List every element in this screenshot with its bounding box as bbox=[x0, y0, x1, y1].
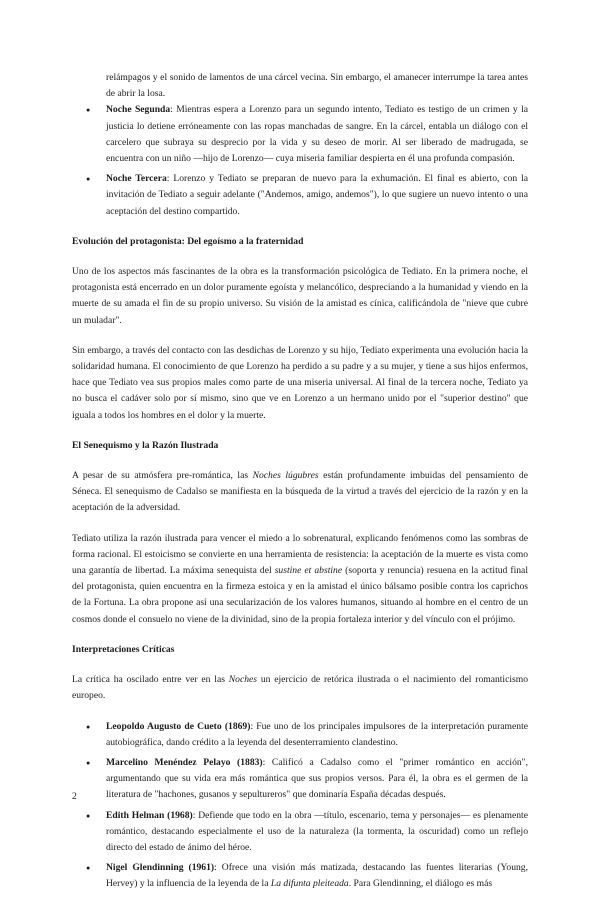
night-3-text: : Lorenzo y Tediato se preparan de nuevo para la exhumación. El final es abierto, con la invitación de Tediato a seguir adelante ("Andemos, amigo, andemos"), lo que sugiere un nuevo intento o una aceptación del destino compartido. bbox=[106, 173, 529, 217]
page-content bbox=[72, 70, 528, 907]
continuation-text: relámpagos y el sonido de lamentos de una cárcel vecina. Sin embargo, el amanecer interrumpe la tarea antes de abrir la losa. bbox=[106, 72, 528, 100]
paragraph: La crítica ha oscilado entre ver en las Noches un ejercicio de retórica ilustrada o el nacimiento del romanticismo europeo. bbox=[72, 674, 528, 702]
critics-list bbox=[72, 719, 528, 893]
paragraph: Sin embargo, a través del contacto con las desdichas de Lorenzo y su hijo, Tediato experimenta una evolución hacia la solidaridad humana. El conocimiento de que Lorenzo ha perdido a su padre y a su mujer, y tiene a sus hijos enfermos, hace que Tediato vea sus propios males como parte de una miseria universal. Al final de la tercera noche, Tediato ya no busca el cadáver solo por sí mismo, sino que ve en Lorenzo a un hermano unido por el "superior destino" que iguala a todos los hombres en el dolor y la muerte. bbox=[72, 344, 528, 421]
critic-name: Nigel Glendinning (1961) bbox=[106, 862, 215, 874]
critic-name: Marcelino Menéndez Pelayo (1883) bbox=[106, 756, 263, 768]
critic-text: : Calificó a Cadalso como el "primer romántico en acción", argumentando que su vida era más romántica que sus propios versos. Para él, la obra es el germen de la literatura de "hachones, gusanos y sepultureros" que dominaría España décadas después. bbox=[106, 756, 528, 801]
section-heading-senequismo: El Senequismo y la Razón Ilustrada bbox=[72, 439, 219, 451]
night-3-label: Noche Tercera bbox=[106, 173, 167, 185]
critic-text: : Defiende que todo en la obra —título, escenario, tema y personajes— es plenamente romántico, destacando especialmente el uso de la naturaleza (la tormenta, la oscuridad) como un reflejo directo del estado de ánimo del héroe. bbox=[106, 809, 528, 853]
list-item: ● Nigel Glendinning (1961): Ofrece una visión más matizada, destacando las fuentes literarias (Young, Hervey) y la influencia de la leyenda de la La difunta pleiteada. Para Glendinning, el diálogo es más bbox=[72, 860, 528, 892]
list-item bbox=[72, 808, 528, 857]
critic-text: : Fue uno de los principales impulsores de la interpretación puramente autobiográfica, dando crédito a la leyenda del desenterramiento clandestino. bbox=[106, 720, 528, 748]
list-item bbox=[72, 719, 528, 751]
paragraph: Tediato utiliza la razón ilustrada para vencer el miedo a lo sobrenatural, explicando fenómenos como las sombras de forma racional. El estoicismo se convierte en una herramienta de resistencia: la aceptación de la muerte es vista como una garantía de libertad. La máxima senequista del sustine et abstine (soporta y renuncia) resuena en la actitud final del protagonista, quien encuentra en la firmeza estoica y en la amistad el único bálsamo posible contra los caprichos de la Fortuna. La obra propone así una secularización de los valores humanos, situando al hombre en el centro de un cosmos donde el consuelo no viene de la divinidad, sino de la propia fortaleza interior y del vínculo con el prójimo. bbox=[72, 532, 528, 625]
page-number: 2 bbox=[72, 791, 77, 802]
night-2-label: Noche Segunda bbox=[106, 104, 171, 116]
list-item bbox=[72, 755, 528, 804]
section-heading-evolution: Evolución del protagonista: Del egoísmo a la fraternidad bbox=[72, 235, 304, 247]
critic-name: Leopoldo Augusto de Cueto (1869) bbox=[106, 720, 251, 732]
nights-list bbox=[72, 102, 528, 219]
list-item bbox=[72, 102, 528, 167]
list-item bbox=[72, 171, 528, 220]
paragraph: A pesar de su atmósfera pre-romántica, las Noches lúgubres están profundamente imbuidas del pensamiento de Séneca. El senequismo de Cadalso se manifiesta en la búsqueda de la virtud a través del ejercicio de la razón y en la aceptación de la adversidad. bbox=[72, 470, 528, 514]
section-heading-critics: Interpretaciones Críticas bbox=[72, 643, 175, 655]
paragraph: Uno de los aspectos más fascinantes de la obra es la transformación psicológica de Tediato. En la primera noche, el protagonista está encerrado en un dolor puramente egoísta y melancólico, despreciando a la humanidad y viendo en la muerte de su amada el fin de su propio universo. Su visión de la amistad es cínica, calificándola de "nieve que cubre un muladar". bbox=[72, 266, 528, 326]
critic-name: Edith Helman (1968) bbox=[106, 809, 193, 821]
night-2-text: : Mientras espera a Lorenzo para un segundo intento, Tediato es testigo de un crimen y la justicia lo detiene erróneamente con las ropas manchadas de sangre. En la cárcel, entabla un diálogo con el carcelero que subraya su desprecio por la vida y su deseo de morir. Al ser liberado de madrugada, se encuentra con un niño —hijo de Lorenzo— cuya miseria familiar despierta en él una profunda compasión. bbox=[106, 104, 529, 165]
